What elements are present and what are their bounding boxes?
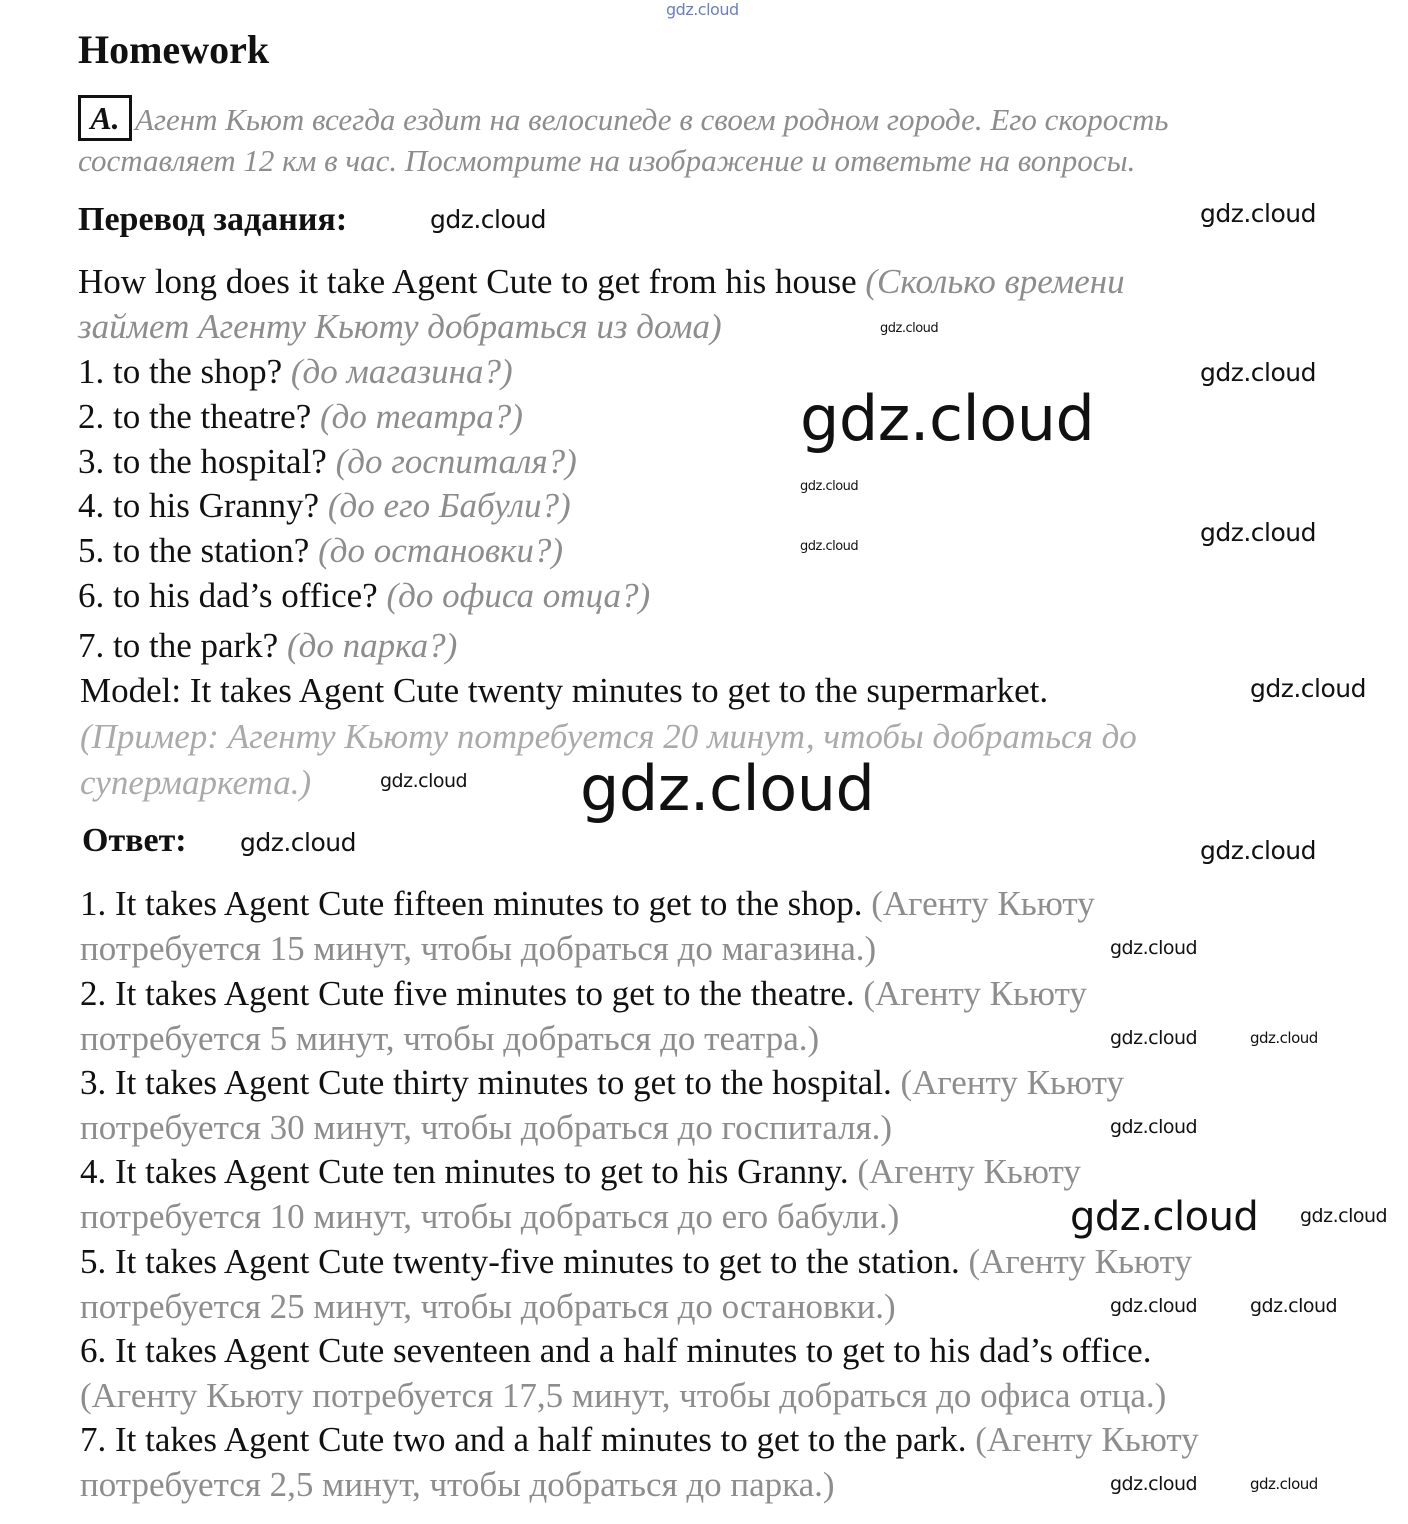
watermark: gdz.cloud bbox=[1250, 1475, 1318, 1493]
list-item: 5. to the station? (до остановки?) bbox=[78, 531, 564, 570]
watermark: gdz.cloud bbox=[1250, 1295, 1338, 1317]
list-item: 4. to his Granny? (до его Бабули?) bbox=[78, 486, 571, 525]
watermark: gdz.cloud bbox=[1200, 358, 1317, 387]
question-intro-ru-line2: займет Агенту Кьюту добраться из дома) bbox=[78, 307, 722, 346]
list-item: 6. to his dad’s office? (до офиса отца?) bbox=[78, 576, 651, 615]
translation-heading: Перевод задания: bbox=[78, 201, 348, 238]
watermark: gdz.cloud bbox=[1110, 1473, 1198, 1495]
question-intro bbox=[78, 264, 1125, 299]
list-item: 7. It takes Agent Cute two and a half minutes to get to the park. (Агенту Кьюту bbox=[80, 1420, 1199, 1459]
list-item: 1. to the shop? (до магазина?) bbox=[78, 352, 513, 391]
watermark: gdz.cloud bbox=[800, 479, 859, 494]
task-label: A. bbox=[78, 95, 132, 141]
list-item-ru: потребуется 30 минут, чтобы добраться до госпиталя.) bbox=[80, 1108, 893, 1147]
list-item: 5. It takes Agent Cute twenty-five minutes to get to the station. (Агенту Кьюту bbox=[80, 1242, 1192, 1281]
list-item-ru: потребуется 10 минут, чтобы добраться до его бабули.) bbox=[80, 1197, 900, 1236]
task-text-line2: составляет 12 км в час. Посмотрите на изображение и ответьте на вопросы. bbox=[78, 143, 1136, 178]
model-ru-line2: супермаркета.) bbox=[80, 763, 312, 802]
list-item: 2. It takes Agent Cute five minutes to get to the theatre. (Агенту Кьюту bbox=[80, 974, 1087, 1013]
list-item-ru: (Агенту Кьюту потребуется 17,5 минут, чтобы добраться до офиса отца.) bbox=[80, 1376, 1167, 1415]
watermark: gdz.cloud bbox=[1110, 1027, 1198, 1049]
watermark: gdz.cloud bbox=[430, 205, 547, 234]
list-item-ru: потребуется 25 минут, чтобы добраться до остановки.) bbox=[80, 1287, 896, 1326]
question-intro-en: How long does it take Agent Cute to get from his house bbox=[78, 262, 857, 301]
list-item: 3. It takes Agent Cute thirty minutes to get to the hospital. (Агенту Кьюту bbox=[80, 1063, 1124, 1102]
task-text-line1: Агент Кьют всегда ездит на велосипеде в своем родном городе. Его скорость bbox=[135, 102, 1169, 137]
watermark: gdz.cloud bbox=[580, 752, 875, 825]
answer-heading: Ответ: bbox=[82, 822, 187, 859]
watermark: gdz.cloud bbox=[1110, 1116, 1198, 1138]
question-intro-ru: (Сколько времени bbox=[865, 262, 1125, 301]
list-item-ru: потребуется 2,5 минут, чтобы добраться до парка.) bbox=[80, 1465, 835, 1504]
model-ru-line1: (Пример: Агенту Кьюту потребуется 20 минут, чтобы добраться до bbox=[80, 717, 1137, 756]
watermark: gdz.cloud bbox=[1250, 674, 1367, 703]
watermark: gdz.cloud bbox=[1250, 1029, 1318, 1047]
list-item: 6. It takes Agent Cute seventeen and a half minutes to get to his dad’s office. bbox=[80, 1331, 1152, 1370]
watermark: gdz.cloud bbox=[1300, 1205, 1388, 1227]
watermark: gdz.cloud bbox=[380, 770, 468, 792]
watermark: gdz.cloud bbox=[880, 321, 939, 336]
watermark: gdz.cloud bbox=[1110, 1295, 1198, 1317]
list-item: 3. to the hospital? (до госпиталя?) bbox=[78, 442, 577, 481]
watermark: gdz.cloud bbox=[800, 382, 1095, 455]
watermark: gdz.cloud bbox=[1110, 937, 1198, 959]
page-title: Homework bbox=[78, 27, 270, 72]
list-item: 2. to the theatre? (до театра?) bbox=[78, 397, 523, 436]
watermark: gdz.cloud bbox=[1070, 1194, 1259, 1240]
watermark: gdz.cloud bbox=[666, 0, 739, 19]
list-item-ru: потребуется 15 минут, чтобы добраться до магазина.) bbox=[80, 929, 877, 968]
list-item: 7. to the park? (до парка?) bbox=[78, 626, 458, 665]
model-en: Model: It takes Agent Cute twenty minutes to get to the supermarket. bbox=[80, 671, 1049, 710]
list-item: 1. It takes Agent Cute fifteen minutes to get to the shop. (Агенту Кьюту bbox=[80, 884, 1095, 923]
watermark: gdz.cloud bbox=[1200, 199, 1317, 228]
list-item-ru: потребуется 5 минут, чтобы добраться до театра.) bbox=[80, 1019, 820, 1058]
list-item: 4. It takes Agent Cute ten minutes to get to his Granny. (Агенту Кьюту bbox=[80, 1152, 1081, 1191]
watermark: gdz.cloud bbox=[1200, 836, 1317, 865]
watermark: gdz.cloud bbox=[240, 828, 357, 857]
watermark: gdz.cloud bbox=[800, 539, 859, 554]
watermark: gdz.cloud bbox=[1200, 518, 1317, 547]
